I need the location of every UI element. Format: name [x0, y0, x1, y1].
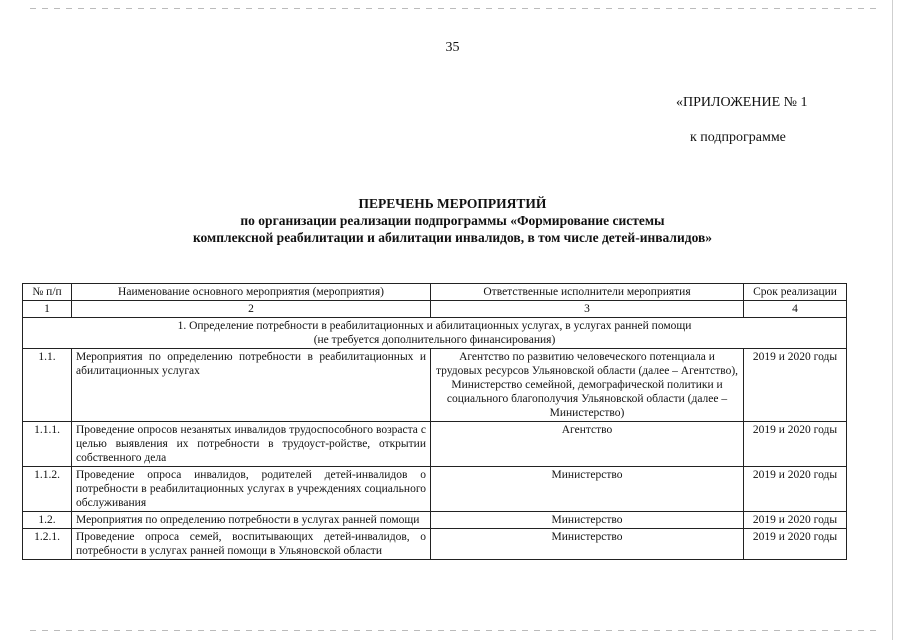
- header-executors: Ответственные исполнители мероприятия: [431, 284, 744, 301]
- scan-bottom-edge: [30, 630, 880, 631]
- header-number-4: 4: [744, 301, 847, 318]
- table-row: [23, 529, 847, 560]
- appendix-subtitle: к подпрограмме: [690, 130, 786, 145]
- header-number-2: 2: [72, 301, 431, 318]
- section-line-2: (не требуется дополнительного финансирования): [313, 334, 556, 346]
- appendix-title: «ПРИЛОЖЕНИЕ № 1: [676, 95, 808, 110]
- row-name: Проведение опросов незанятых инвалидов трудоспособного возраста с целью выявления их потребности в трудоуст-ройстве, открытии собственного дела: [72, 422, 431, 467]
- heading-line-2: по организации реализации подпрограммы «Формирование системы: [240, 213, 665, 228]
- row-num: 1.1.1.: [23, 422, 72, 467]
- row-executors: Министерство: [431, 512, 744, 529]
- header-number-1: 1: [23, 301, 72, 318]
- section-row: [23, 318, 847, 349]
- row-term: 2019 и 2020 годы: [744, 422, 847, 467]
- row-term: 2019 и 2020 годы: [744, 512, 847, 529]
- row-term: 2019 и 2020 годы: [744, 349, 847, 422]
- header-num: № п/п: [23, 284, 72, 301]
- row-executors: Министерство: [431, 467, 744, 512]
- row-num: 1.2.: [23, 512, 72, 529]
- row-num: 1.1.: [23, 349, 72, 422]
- row-executor-1: Агентство по развитию человеческого потенциала и трудовых ресурсов Ульяновской области (далее – Агентство),: [435, 351, 739, 377]
- row-executors: Министерство: [431, 529, 744, 560]
- row-name: Мероприятия по определению потребности в услугах ранней помощи: [72, 512, 431, 529]
- row-num: 1.1.2.: [23, 467, 72, 512]
- row-name: Мероприятия по определению потребности в реабилитационных и абилитационных услугах: [72, 349, 431, 422]
- section-line-1: 1. Определение потребности в реабилитационных и абилитационных услугах, в услугах ранней помощи: [177, 320, 692, 332]
- table-row: [23, 422, 847, 467]
- table-row: [23, 349, 847, 422]
- row-executors: Агентство: [431, 422, 744, 467]
- page-number: 35: [445, 40, 460, 55]
- table-header-numbers: [23, 301, 847, 318]
- heading-line-3: комплексной реабилитации и абилитации инвалидов, в том числе детей-инвалидов»: [192, 230, 713, 245]
- measures-table: [22, 283, 847, 560]
- row-name: Проведение опроса инвалидов, родителей детей-инвалидов о потребности в реабилитационных услугах в учреждениях социального обслуживания: [72, 467, 431, 512]
- row-executor-2: Министерство семейной, демографической политики и социального благополучия Ульяновской области (далее – Министерство): [446, 379, 728, 419]
- row-term: 2019 и 2020 годы: [744, 529, 847, 560]
- row-name: Проведение опроса семей, воспитывающих детей-инвалидов, о потребности в услугах ранней помощи в Ульяновской области: [72, 529, 431, 560]
- row-num: 1.2.1.: [23, 529, 72, 560]
- document-heading: [0, 195, 905, 246]
- row-executors: [431, 349, 744, 422]
- header-name: Наименование основного мероприятия (мероприятия): [72, 284, 431, 301]
- table-header-row: [23, 284, 847, 301]
- header-number-3: 3: [431, 301, 744, 318]
- header-term: Срок реализации: [744, 284, 847, 301]
- scan-top-edge: [30, 8, 880, 9]
- row-term: 2019 и 2020 годы: [744, 467, 847, 512]
- table-row: [23, 512, 847, 529]
- table-row: [23, 467, 847, 512]
- section-title: [23, 318, 847, 349]
- scan-right-edge: [892, 0, 893, 640]
- heading-line-1: ПЕРЕЧЕНЬ МЕРОПРИЯТИЙ: [358, 196, 547, 211]
